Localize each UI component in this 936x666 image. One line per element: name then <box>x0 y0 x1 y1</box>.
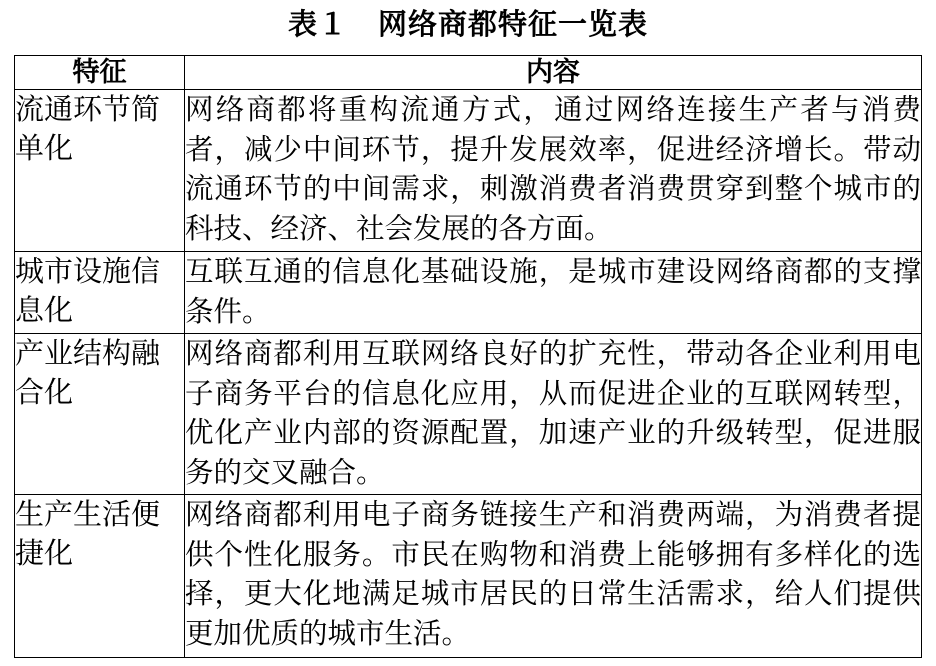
content-cell: 互联互通的信息化基础设施，是城市建设网络商都的支撑条件。 <box>185 252 922 334</box>
feature-cell: 产业结构融合化 <box>15 334 185 495</box>
table-row <box>15 334 922 495</box>
table-row <box>15 90 922 252</box>
content-cell: 网络商都将重构流通方式，通过网络连接生产者与消费者，减少中间环节，提升发展效率，促进经济增长。带动流通环节的中间需求，刺激消费者消费贯穿到整个城市的科技、经济、社会发展的各方面。 <box>185 90 922 252</box>
content-cell: 网络商都利用电子商务链接生产和消费两端，为消费者提供个性化服务。市民在购物和消费上能够拥有多样化的选择，更大化地满足城市居民的日常生活需求，给人们提供更加优质的城市生活。 <box>185 495 922 658</box>
feature-table <box>14 55 922 658</box>
column-header-feature: 特征 <box>15 56 185 90</box>
table-title: 表１ 网络商都特征一览表 <box>287 7 648 41</box>
table-row <box>15 252 922 334</box>
table-header-row <box>15 56 922 90</box>
column-header-content: 内容 <box>185 56 922 90</box>
table-row <box>15 495 922 658</box>
feature-cell: 生产生活便捷化 <box>15 495 185 658</box>
feature-cell: 城市设施信息化 <box>15 252 185 334</box>
content-cell: 网络商都利用互联网络良好的扩充性，带动各企业利用电子商务平台的信息化应用，从而促进企业的互联网转型，优化产业内部的资源配置，加速产业的升级转型，促进服务的交叉融合。 <box>185 334 922 495</box>
feature-cell: 流通环节简单化 <box>15 90 185 252</box>
